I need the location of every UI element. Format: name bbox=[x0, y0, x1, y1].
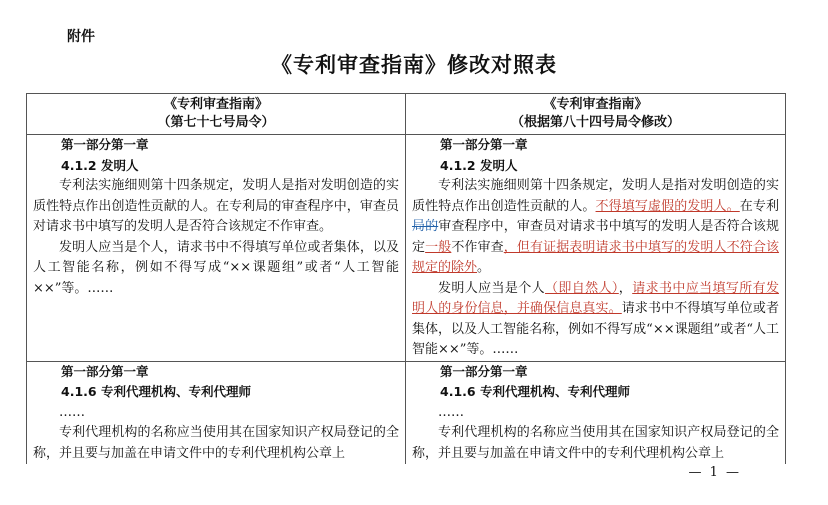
comparison-table bbox=[26, 93, 786, 464]
page-number: — 1 — bbox=[688, 465, 741, 480]
table-row bbox=[27, 135, 786, 362]
inserted-text: 不得填写虚假的发明人。 bbox=[595, 198, 740, 214]
ellipsis: …… bbox=[59, 404, 85, 420]
subsection-heading: 4.1.6 专利代理机构、专利代理师 bbox=[61, 384, 251, 399]
deleted-text: 局的 bbox=[412, 219, 439, 234]
table-row bbox=[27, 361, 786, 464]
attachment-label: 附件 bbox=[67, 29, 95, 45]
section-heading: 第一部分第一章 bbox=[61, 363, 149, 379]
paragraph: 专利代理机构的名称应当使用其在国家知识产权局登记的全称，并且要与加盖在申请文件中的专利代理机构公章上 bbox=[412, 425, 779, 461]
ellipsis: …… bbox=[438, 404, 464, 420]
row2-right-cell bbox=[406, 361, 786, 464]
section-heading: 第一部分第一章 bbox=[61, 137, 149, 152]
paragraph: 专利法实施细则第十四条规定，发明人是指对发明创造的实质性特点作出创造性贡献的人。在专利局的审查程序中，审查员对请求书中填写的发明人是否符合该规定不作审查。 bbox=[33, 178, 399, 234]
subsection-heading: 4.1.2 发明人 bbox=[440, 157, 518, 173]
paragraph: 发明人应当是个人（即自然人），请求书中应当填写所有发明人的身份信息，并确保信息真实。请求书中不得填写单位或者集体，以及人工智能名称，例如不得写成“××课题组”或者“人工智能××”等。…… bbox=[412, 280, 779, 357]
row1-left-cell bbox=[27, 135, 406, 362]
right-column-header: 《专利审查指南》 （根据第八十四号局令修改） bbox=[406, 94, 786, 135]
section-heading: 第一部分第一章 bbox=[440, 363, 528, 379]
inserted-text: ，但有证据表明请求书中填写的发明人不符合该规定的除外 bbox=[412, 239, 779, 275]
inserted-text: 一般 bbox=[425, 239, 452, 255]
subsection-heading: 4.1.6 专利代理机构、专利代理师 bbox=[440, 384, 630, 399]
left-column-header: 《专利审查指南》 （第七十七号局令） bbox=[27, 94, 406, 135]
inserted-text: 请求书中应当填写所有发明人的身份信息，并确保信息真实。 bbox=[412, 280, 779, 316]
page-title: 《专利审查指南》修改对照表 bbox=[271, 52, 557, 77]
paragraph: 专利代理机构的名称应当使用其在国家知识产权局登记的全称，并且要与加盖在申请文件中的专利代理机构公章上 bbox=[33, 425, 399, 461]
paragraph: 发明人应当是个人，请求书中不得填写单位或者集体，以及人工智能名称，例如不得写成“××课题组”或者“人工智能××”等。…… bbox=[33, 239, 399, 296]
subsection-heading: 4.1.2 发明人 bbox=[61, 157, 139, 173]
row2-left-cell bbox=[27, 361, 406, 464]
table-header-row bbox=[27, 94, 786, 135]
paragraph: 专利法实施细则第十四条规定，发明人是指对发明创造的实质性特点作出创造性贡献的人。不得填写虚假的发明人。在专利局的审查程序中，审查员对请求书中填写的发明人是否符合该规定一般不作审查，但有证据表明请求书中填写的发明人不符合该规定的除外。 bbox=[412, 178, 779, 275]
row1-right-cell bbox=[406, 135, 786, 362]
section-heading: 第一部分第一章 bbox=[440, 137, 528, 152]
inserted-text: （即自然人） bbox=[545, 280, 619, 296]
